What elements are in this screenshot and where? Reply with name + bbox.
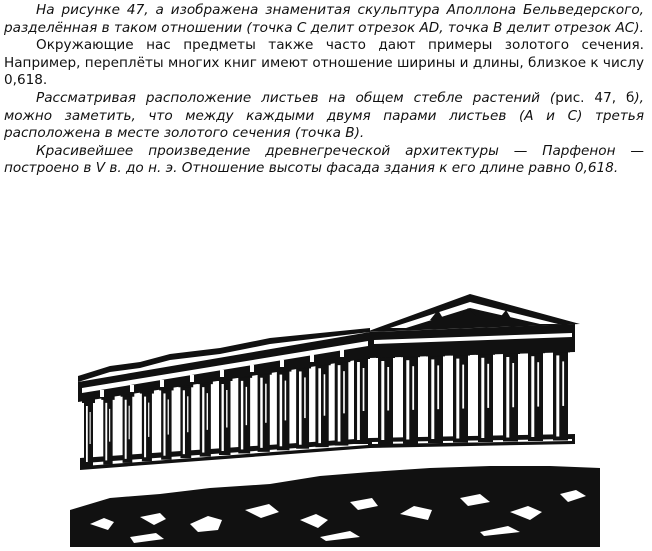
- figure-reference: рис. 47, б: [555, 89, 635, 106]
- front-column: [426, 351, 445, 443]
- side-column: [217, 376, 233, 455]
- paragraph-parthenon: [4, 143, 644, 178]
- paragraph-leaves-text-1: Рассматривая расположение листьев на общем стебле растений (: [36, 89, 556, 106]
- paragraph-apollo-text: На рисунке 47, а изображена знаменитая скульптура Аполлона Бельведерского, разделённая в таком отношении (точка C делит отрезок AD, точка B делит отрезок AC).: [4, 2, 644, 36]
- side-column: [159, 385, 173, 459]
- side-column: [333, 357, 351, 445]
- front-colonnade: [376, 347, 570, 444]
- paragraph-leaves: [4, 90, 644, 143]
- parthenon-drawing: [70, 294, 600, 547]
- front-column: [501, 349, 520, 442]
- paragraph-leaves-text-2: ), можно заметить, что между каждыми двумя парами листьев (A и C) третья расположена в месте золотого сечения (точка B).: [4, 89, 644, 142]
- side-column: [121, 392, 135, 463]
- paragraph-apollo: [4, 2, 644, 37]
- front-column: [551, 347, 570, 440]
- side-column: [256, 370, 272, 452]
- side-column: [101, 395, 114, 465]
- side-column: [178, 382, 193, 458]
- side-column: [313, 360, 330, 447]
- side-column: [275, 367, 292, 451]
- front-column: [476, 350, 495, 442]
- side-column: [140, 389, 154, 462]
- side-column: [352, 354, 370, 444]
- front-column: [376, 353, 395, 444]
- paragraph-books: [4, 37, 644, 90]
- body-text: [4, 2, 644, 178]
- parthenon-illustration: [70, 262, 600, 547]
- front-column: [401, 352, 420, 443]
- paragraph-parthenon-text: Красивейшее произведение древнегреческой архитектуры — Парфенон — построено в V в. до н. э. Отношение высоты фасада здания к его длине равно 0,618.: [4, 142, 644, 177]
- side-column: [294, 363, 311, 448]
- paragraph-books-text: Окружающие нас предметы также часто дают примеры золотого сечения. Например, переплёты многих книг имеют отношение ширины и длины, близкое к числу 0,618.: [4, 37, 644, 89]
- side-column: [236, 373, 252, 454]
- side-column: [198, 379, 213, 456]
- front-column: [451, 351, 470, 443]
- side-column: [82, 398, 95, 466]
- front-column: [526, 348, 545, 441]
